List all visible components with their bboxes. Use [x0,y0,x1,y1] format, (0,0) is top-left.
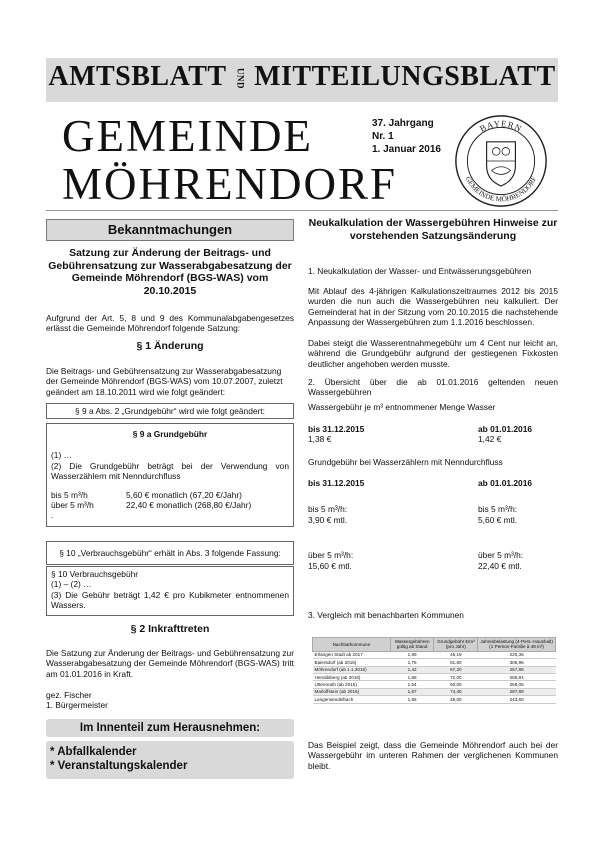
insert-item-veranstaltungskalender: * Veranstaltungskalender [50,760,188,772]
box2-line-1: (1) … [51,450,72,461]
table-row [313,666,556,673]
base-col-old: bis 31.12.2015 [308,478,365,488]
base-col-new: ab 01.01.2016 [478,478,533,488]
table-cell: 287,88 [478,688,556,695]
amendment-box-4 [46,566,294,616]
fee-row-1 [51,490,289,500]
comparison-header: Grundgebühr €/m³ (pro Jahr) [434,638,478,652]
title-line-1: GEMEINDE [62,111,313,161]
table-cell: 220,36 [478,651,556,658]
table-cell: 81,60 [434,659,478,666]
water-new-value: 1,42 € [478,434,502,445]
table-cell: 268,06 [478,681,556,688]
table-cell: Uttenreuth (ab 2015) [313,681,391,688]
amendment-box-1 [46,403,294,419]
table-cell: 1,54 [390,681,434,688]
right-item-1: 1. Neukalkulation der Wasser- und Entwässerungsgebühren [308,266,532,276]
fee-1-value: 5,60 € monatlich (67,20 €/Jahr) [126,489,242,500]
table-cell: 1,42 [390,666,434,673]
masthead-und: UND [235,68,246,90]
left-heading: Satzung zur Änderung der Beitrags- und Gebührensatzung zur Wasserabgabesatzung der Gemeinde Möhrendorf (BGS-WAS) vom 20.10.2015 [48,247,292,297]
insert-list [46,741,294,779]
table-cell: Langensendelbach [313,696,391,703]
signature-name: gez. Fischer [46,690,92,700]
fee-2-value: 22,40 € monatlich (268,80 €/Jahr) [126,500,252,511]
masthead-left: AMTSBLATT [48,61,227,92]
left-intro: Aufgrund der Art. 5, 8 und 9 des Kommunalabgabengesetzes erlässt die Gemeinde Möhrendorf folgende Satzung: [46,313,294,334]
right-closing: Das Beispiel zeigt, dass die Gemeinde Möhrendorf auch bei der Wassergebühr im unteren Rahmen der verglichenen Kommunen bleibt. [308,740,558,771]
seal-bottom-text: GEMEINDE MÖHRENDORF [463,175,539,204]
base-fee-intro: Grundgebühr bei Wasserzählern mit Nenndurchfluss [308,457,503,467]
issue-year: 37. Jahrgang [372,118,434,129]
water-fee-intro: Wassergebühr je m³ entnommener Menge Wasser [308,402,496,412]
seal-top-text: BAYERN [478,118,524,134]
insert-title: Im Innenteil zum Herausnehmen: [79,722,261,734]
issue-info [372,117,441,156]
base-fee-table [308,478,558,571]
masthead-ghost-text [84,98,524,106]
masthead-band [46,58,558,102]
base-1-value-new: 5,60 € mtl. [478,514,518,525]
right-paragraph-2: Dabei steigt die Wasserentnahmegebühr um 4 Cent nur leicht an, während die Grundgebühr aufgrund der gestiegenen Fixkosten deutlicher angehoben werden musste. [308,338,558,369]
table-row [313,651,556,658]
page-title [62,112,397,208]
comparison-header: Nachbarkommune [313,638,391,652]
signature [46,690,294,711]
right-item-2: 2. Übersicht über die ab 01.01.2016 geltenden neuen Wassergebühren [308,377,558,398]
table-cell: 285,84 [478,674,556,681]
table-cell: 306,96 [478,659,556,666]
section-2-title: § 2 Inkrafttreten [130,623,210,635]
table-cell: 67,20 [434,666,478,673]
comparison-table [312,637,556,704]
right-item-3: 3. Vergleich mit benachbarten Kommunen [308,610,464,620]
box2-title: § 9 a Grundgebühr [132,429,208,439]
base-2-label-old: über 5 m³/h: [308,550,354,561]
comparison-header: Wassergebühren gültig ab Stand [390,638,434,652]
table-cell: Erlangen Stadt ab 2017 [313,651,391,658]
comparison-header-row [313,638,556,652]
table-cell: Möhrendorf (ab 1.1.2016) [313,666,391,673]
box2-line-2: (2) Die Grundgebühr beträgt bei der Verwendung von Wasserzählern mit Nenndurchfluss [51,460,289,482]
box4-line-1: § 10 Verbrauchsgebühr [51,569,139,579]
insert-banner [46,719,294,737]
table-cell: 243,60 [478,696,556,703]
right-heading: Neukalkulation der Wassergebühren Hinweise zur vorstehenden Satzungsänderung [308,217,558,242]
amendment-box-3 [46,541,294,565]
table-row [313,688,556,695]
box1-header: § 9 a Abs. 2 „Grundgebühr“ wird wie folgt geändert: [75,406,265,416]
table-row [313,696,556,703]
table-cell: 1,55 [390,696,434,703]
table-cell: Marloffstein (ab 2016) [313,688,391,695]
issue-date: 1. Januar 2016 [372,144,441,155]
base-2-value-new: 22,40 € mtl. [478,560,522,571]
table-row [313,681,556,688]
box4-line-3: (3) Die Gebühr beträgt 1,42 € pro Kubikmeter entnommenen Wassers. [51,589,289,611]
section-label: Bekanntmachungen [46,219,294,241]
issue-number: Nr. 1 [372,131,394,142]
fee-2-label: über 5 m³/h [51,500,94,511]
masthead-right: MITTEILUNGSBLATT [254,61,556,92]
water-fee-table [308,424,558,445]
box3-header: § 10 „Verbrauchsgebühr“ erhält in Abs. 3 folgende Fassung: [59,548,281,558]
table-cell: 1,69 [390,651,434,658]
water-old-value: 1,38 € [308,434,332,445]
table-cell: 74,40 [434,688,478,695]
amendment-box-2 [46,423,294,527]
base-1-value-old: 3,90 € mtl. [308,514,348,525]
section-1-text: Die Beitrags- und Gebührensatzung zur Wasserabgabesatzung der Gemeinde Möhrendorf (BGS-WAS) vom 10.07.2007, zuletzt geändert am 18.10.2011 wird wie folgt geändert: [46,366,283,397]
table-cell: 1,67 [390,688,434,695]
svg-text:BAYERN [478,118,524,134]
base-1-label-old: bis 5 m³/h: [308,504,348,515]
table-cell: 45,19 [434,651,478,658]
table-cell: 1,58 [390,674,434,681]
table-cell: 72,00 [434,674,478,681]
table-cell: 257,88 [478,666,556,673]
insert-item-abfallkalender: * Abfallkalender [50,746,137,758]
title-line-2: MÖHRENDORF [62,159,398,209]
water-col-old: bis 31.12.2015 [308,424,365,434]
table-cell: 60,00 [434,681,478,688]
signature-role: 1. Bürgermeister [46,700,108,711]
base-1-label-new: bis 5 m³/h: [478,504,518,515]
header-divider [46,210,558,211]
water-col-new: ab 01.01.2016 [478,424,533,434]
box4-line-2: (1) – (2) … [51,579,92,590]
table-cell: 1,75 [390,659,434,666]
table-cell: Heroldsberg (ab 2016) [313,674,391,681]
fee-row-2 [51,500,289,510]
right-paragraph-1: Mit Ablauf des 4-jährigen Kalkulationszeitraumes 2012 bis 2015 wurden die nun auch die Wassergebühren neu kalkuliert. Der Gemeinderat hat in der Sitzung vom 20.10.2015 die nachstehende Anpassung der Wassergebühren zum 1.1.2016 beschlossen. [308,286,558,328]
base-2-label-new: über 5 m³/h: [478,550,524,561]
table-cell: Baiersdorf (ab 2016) [313,659,391,666]
svg-text:GEMEINDE MÖHRENDORF [464,175,538,203]
masthead-title [46,61,558,93]
section-1-title: § 1 Änderung [136,340,204,352]
table-row [313,674,556,681]
table-cell: 48,00 [434,696,478,703]
fee-1-label: bis 5 m³/h [51,489,88,500]
base-2-value-old: 15,60 € mtl. [308,560,352,571]
comparison-header: Jahresbelastung (4-Pers.-Haushalt) (1 Person-Familie à 48 m³) [478,638,556,652]
box2-end: . [51,510,54,521]
table-row [313,659,556,666]
section-2-text: Die Satzung zur Änderung der Beitrags- und Gebührensatzung zur Wasserabgabesatzung der Gemeinde Möhrendorf (BGS-WAS) tritt am 01.01.2016 in Kraft. [46,648,294,679]
municipal-seal-icon [453,113,549,209]
